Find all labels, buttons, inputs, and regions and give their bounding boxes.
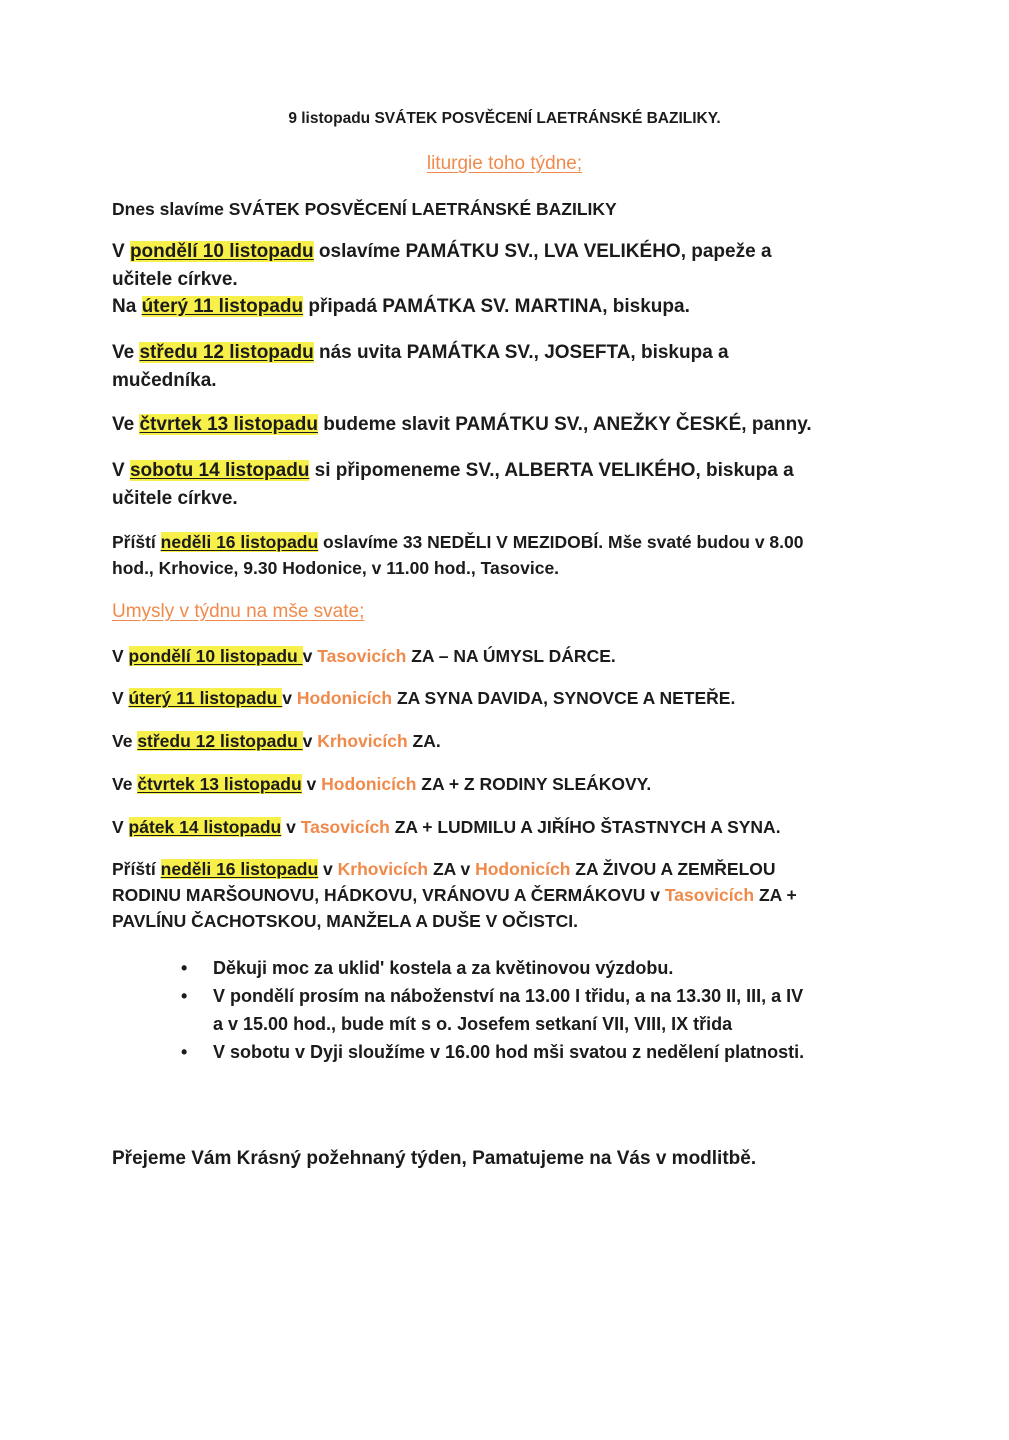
v: v — [282, 688, 297, 708]
announcement-text: V sobotu v Dyji sloužíme v 16.00 hod mši svatou z nedělení platnosti. — [213, 1042, 805, 1062]
intentions-heading — [112, 601, 364, 623]
place-name: Hodonicích — [475, 859, 571, 879]
day-highlight: pondělí 10 listopadu — [129, 241, 314, 262]
day-highlight: úterý 11 listopadu — [128, 688, 283, 708]
place-name: Krhovicích — [337, 859, 429, 879]
liturgy-heading — [0, 153, 1009, 175]
day-highlight: čtvrtek 13 listopadu — [139, 414, 318, 435]
day-highlight: středu 12 listopadu — [137, 731, 303, 751]
intention-sunday — [112, 859, 776, 880]
prefix: V — [112, 817, 129, 837]
liturgy-saturday — [112, 460, 794, 482]
intention-wednesday — [112, 731, 441, 752]
day-highlight: pátek 14 listopadu — [128, 817, 282, 837]
liturgy-monday — [112, 241, 772, 263]
v: v — [281, 817, 301, 837]
prefix: Ve — [112, 342, 140, 363]
intention-sunday-line2 — [112, 885, 797, 906]
place-name: Hodonicích — [321, 774, 417, 794]
liturgy-text: oslavíme PAMÁTKU SV., LVA VELIKÉHO, papeže a — [313, 241, 772, 262]
liturgy-text: si připomeneme SV., ALBERTA VELIKÉHO, biskupa a — [309, 460, 794, 481]
day-highlight: středu 12 listopadu — [139, 342, 314, 363]
day-highlight: úterý 11 listopadu — [141, 296, 304, 317]
day-highlight: sobotu 14 listopadu — [129, 460, 310, 481]
intention-sunday-line3: PAVLÍNU ČACHOTSKOU, MANŽELA A DUŠE V OČISTCI. — [112, 911, 579, 931]
liturgy-monday-cont: učitele církve. — [112, 269, 238, 290]
liturgy-text: nás uvita PAMÁTKA SV., JOSEFTA, biskupa a — [313, 342, 729, 363]
intention-text: ZA – NA ÚMYSL DÁRCE. — [406, 646, 616, 666]
liturgy-thursday — [112, 414, 812, 436]
bullet-icon: • — [181, 1042, 188, 1062]
list-item — [175, 982, 804, 1038]
announcement-text: Děkuji moc za uklid' kostela a za květinovou výzdobu. — [213, 958, 674, 978]
day-highlight: neděli 16 listopadu — [160, 859, 319, 879]
v: v — [302, 646, 318, 666]
liturgy-sunday — [112, 532, 803, 553]
prefix: V — [112, 646, 129, 666]
page-title: 9 listopadu SVÁTEK POSVĚCENÍ LAETRÁNSKÉ BAZILIKY. — [288, 110, 721, 127]
v: v — [301, 774, 322, 794]
bullet-icon: • — [181, 958, 188, 978]
liturgy-text: připadá PAMÁTKA SV. MARTINA, biskupa. — [303, 296, 690, 317]
intention-monday — [112, 646, 616, 667]
prefix: Ve — [112, 414, 140, 435]
intention-text: ZA. — [407, 731, 441, 751]
liturgy-wednesday — [112, 342, 729, 364]
prefix: V — [112, 241, 130, 262]
intention-text: ZA + LUDMILU A JIŘÍHO ŠTASTNYCH A SYNA. — [389, 817, 781, 837]
day-highlight: pondělí 10 listopadu — [128, 646, 303, 666]
prefix: V — [112, 688, 129, 708]
intention-text: ZA ŽIVOU A ZEMŘELOU — [570, 859, 776, 879]
liturgy-sunday-cont: hod., Krhovice, 9.30 Hodonice, v 11.00 hod., Tasovice. — [112, 558, 560, 578]
day-highlight: čtvrtek 13 listopadu — [137, 774, 302, 794]
bullet-icon: • — [181, 986, 188, 1006]
announcement-text-cont: a v 15.00 hod., bude mít s o. Josefem setkaní VII, VIII, IX třida — [213, 1014, 733, 1034]
liturgy-tuesday — [112, 296, 690, 318]
place-name: Tasovicích — [664, 885, 755, 905]
prefix: Ve — [112, 731, 138, 751]
place-name: Tasovicích — [300, 817, 390, 837]
liturgy-heading-text: liturgie toho týdne; — [426, 153, 583, 174]
closing-text: Přejeme Vám Krásný požehnaný týden, Pamatujeme na Vás v modlitbě. — [112, 1148, 757, 1169]
prefix: Ve — [112, 774, 138, 794]
intention-text: ZA + Z RODINY SLEÁKOVY. — [416, 774, 652, 794]
prefix: V — [112, 460, 130, 481]
list-item — [175, 954, 804, 982]
intention-text: ZA SYNA DAVIDA, SYNOVCE A NETEŘE. — [392, 688, 736, 708]
liturgy-intro: Dnes slavíme SVÁTEK POSVĚCENÍ LAETRÁNSKÉ BAZILIKY — [112, 199, 617, 219]
day-highlight: neděli 16 listopadu — [160, 532, 319, 552]
v: v — [302, 731, 318, 751]
intention-text: ZA v — [428, 859, 476, 879]
liturgy-saturday-cont: učitele církve. — [112, 488, 238, 509]
intention-thursday — [112, 774, 651, 795]
list-item — [175, 1038, 804, 1066]
intentions-heading-text: Umysly v týdnu na mše svate; — [112, 601, 365, 622]
prefix: Na — [112, 296, 142, 317]
liturgy-text: budeme slavit PAMÁTKU SV., ANEŽKY ČESKÉ, panny. — [317, 414, 812, 435]
intention-friday — [112, 817, 781, 838]
intention-text: RODINU MARŠOUNOVU, HÁDKOVU, VRÁNOVU A ČERMÁKOVU v — [112, 885, 665, 905]
prefix: Příští — [112, 532, 161, 552]
liturgy-wednesday-cont: mučedníka. — [112, 370, 217, 391]
intention-tuesday — [112, 688, 735, 709]
intention-text: ZA + — [754, 885, 797, 905]
place-name: Krhovicích — [317, 731, 408, 751]
place-name: Tasovicích — [317, 646, 407, 666]
prefix: Příští — [112, 859, 161, 879]
v: v — [318, 859, 338, 879]
announcements-list — [175, 954, 804, 1066]
announcement-text: V pondělí prosím na náboženství na 13.00 I třidu, a na 13.30 II, III, a IV — [213, 986, 804, 1006]
place-name: Hodonicích — [296, 688, 393, 708]
liturgy-text: oslavíme 33 NEDĚLI V MEZIDOBÍ. Mše svaté budou v 8.00 — [318, 532, 804, 552]
